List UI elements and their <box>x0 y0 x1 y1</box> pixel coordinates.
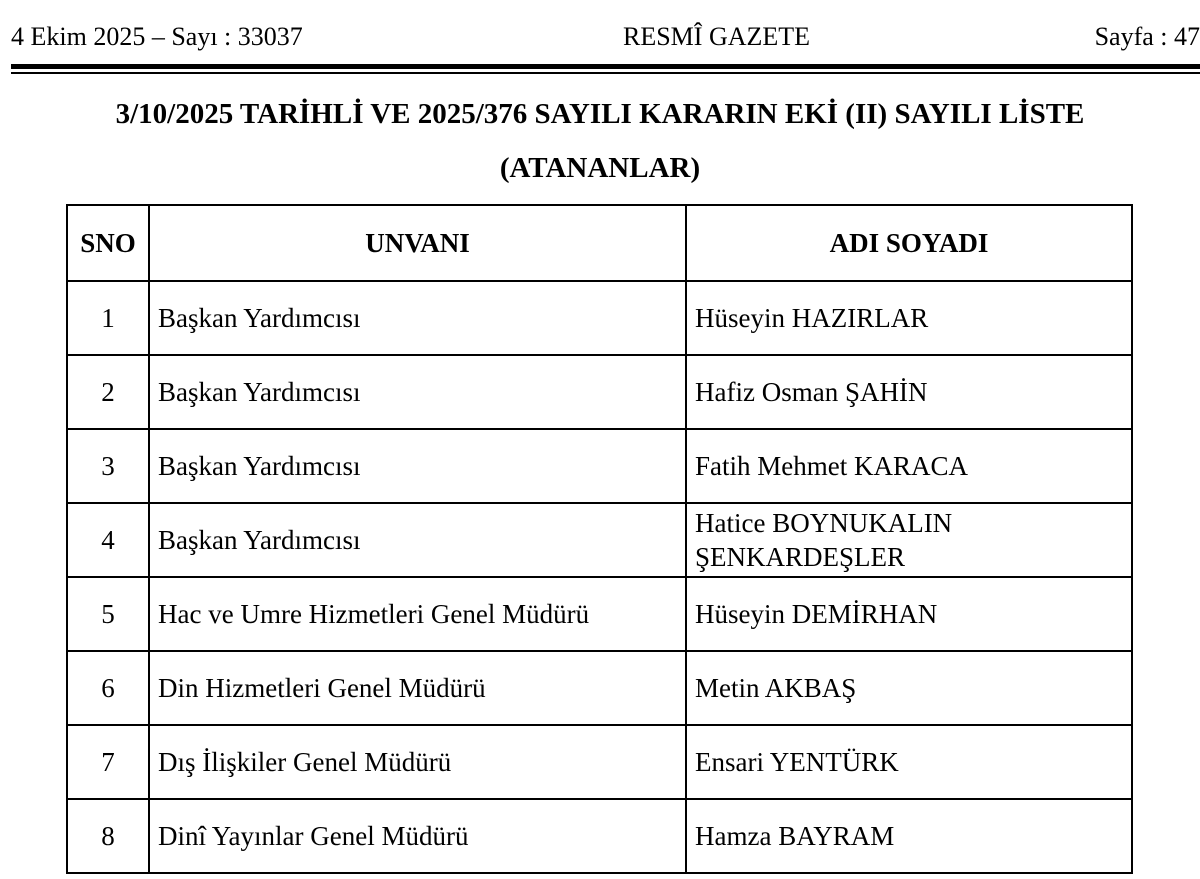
row-sno: 1 <box>67 281 149 355</box>
row-name: Hafiz Osman ŞAHİN <box>686 355 1132 429</box>
table-row <box>67 429 1132 503</box>
row-sno: 2 <box>67 355 149 429</box>
row-unvan: Din Hizmetleri Genel Müdürü <box>149 651 686 725</box>
row-unvan: Dinî Yayınlar Genel Müdürü <box>149 799 686 873</box>
row-sno: 6 <box>67 651 149 725</box>
header-rule-thick <box>11 64 1200 69</box>
column-header-sno: SNO <box>67 205 149 281</box>
gazette-name: RESMÎ GAZETE <box>623 22 811 51</box>
row-unvan: Başkan Yardımcısı <box>149 429 686 503</box>
row-name: Hatice BOYNUKALIN ŞENKARDEŞLER <box>686 503 1132 577</box>
header-rule-thin <box>11 72 1200 74</box>
page-number: Sayfa : 47 <box>1094 22 1200 51</box>
table-header-row <box>67 205 1132 281</box>
row-name: Hüseyin HAZIRLAR <box>686 281 1132 355</box>
page-header <box>11 22 1200 62</box>
table-row <box>67 799 1132 873</box>
row-sno: 8 <box>67 799 149 873</box>
row-unvan: Dış İlişkiler Genel Müdürü <box>149 725 686 799</box>
table-row <box>67 651 1132 725</box>
column-header-unvani: UNVANI <box>149 205 686 281</box>
row-sno: 3 <box>67 429 149 503</box>
row-unvan: Başkan Yardımcısı <box>149 355 686 429</box>
table-row <box>67 503 1132 577</box>
row-sno: 4 <box>67 503 149 577</box>
row-unvan: Başkan Yardımcısı <box>149 503 686 577</box>
list-subtitle: (ATANANLAR) <box>499 152 701 184</box>
row-name: Hamza BAYRAM <box>686 799 1132 873</box>
list-title: 3/10/2025 TARİHLİ VE 2025/376 SAYILI KARARIN EKİ (II) SAYILI LİSTE <box>115 98 1085 130</box>
table-row <box>67 281 1132 355</box>
table-row <box>67 355 1132 429</box>
row-name: Metin AKBAŞ <box>686 651 1132 725</box>
row-name: Fatih Mehmet KARACA <box>686 429 1132 503</box>
column-header-adi-soyadi: ADI SOYADI <box>686 205 1132 281</box>
row-name: Hüseyin DEMİRHAN <box>686 577 1132 651</box>
row-sno: 5 <box>67 577 149 651</box>
row-sno: 7 <box>67 725 149 799</box>
appointments-table <box>66 204 1133 874</box>
row-unvan: Hac ve Umre Hizmetleri Genel Müdürü <box>149 577 686 651</box>
row-name: Ensari YENTÜRK <box>686 725 1132 799</box>
issue-date-number: 4 Ekim 2025 – Sayı : 33037 <box>11 22 303 51</box>
table-row <box>67 725 1132 799</box>
row-unvan: Başkan Yardımcısı <box>149 281 686 355</box>
table-row <box>67 577 1132 651</box>
